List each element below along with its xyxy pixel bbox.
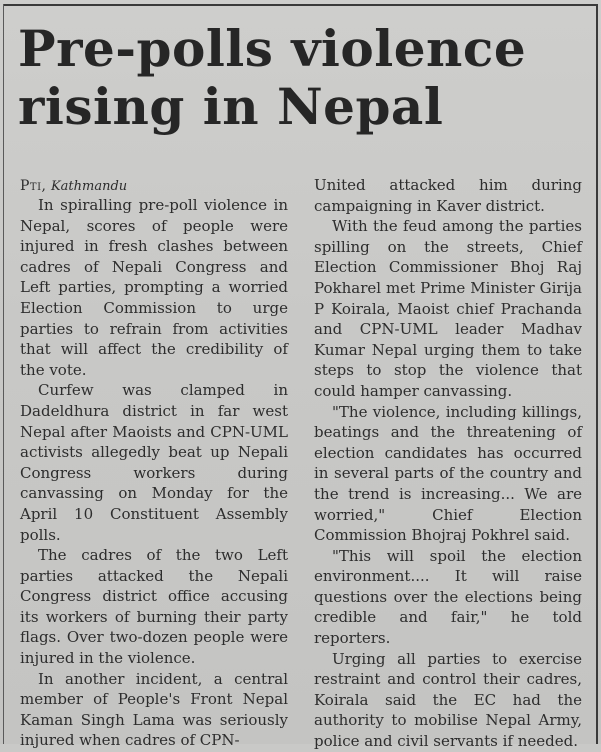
paragraph: The cadres of the two Left parties attacked the Nepali Congress district office accusing its workers of burning their party flags. Over two-dozen people were injured in the violence.: [20, 546, 288, 668]
byline-place: Kathmandu: [50, 179, 128, 194]
paragraph: "This will spoil the election environment.... It will raise questions over the elections being credible and fair," he told reporters.: [314, 546, 582, 648]
left-border-rule: [3, 4, 4, 744]
paragraph: In another incident, a central member of People's Front Nepal Kaman Singh Lama was seriously injured when cadres of CPN-: [20, 669, 288, 750]
right-border-rule: [596, 4, 598, 744]
paragraph: In spiralling pre-poll violence in Nepal, scores of people were injured in fresh clashes between cadres of Nepali Congress and Left parties, prompting a worried Election Commission to urge parties to refrain from activities that will affect the credibility of the vote.: [20, 196, 288, 379]
paragraph: "The violence, including killings, beatings and the threatening of election candidates has occurred in several parts of the country and the trend is increasing... We are worried," Chief Election Commission Bhojraj Pokhrel said.: [314, 402, 582, 545]
byline: [20, 178, 288, 195]
byline-agency: Pti,: [20, 178, 47, 194]
headline-line-2: rising in Nepal: [18, 77, 444, 136]
paragraph: With the feud among the parties spilling on the streets, Chief Election Commissioner Bhoj Raj Pokharel met Prime Minister Girija P Koirala, Maoist chief Prachanda and CPN-UML leader Madhav Kumar Nepal urging them to take steps to stop the violence that could hamper canvassing.: [314, 217, 582, 400]
right-column: [314, 175, 582, 752]
left-column: [20, 178, 288, 751]
headline-line-1: Pre-polls violence: [18, 19, 527, 78]
paragraph-continued: United attacked him during campaigning in Kaver district.: [314, 176, 582, 215]
article-headline: [18, 20, 588, 136]
paragraph: Curfew was clamped in Dadeldhura district in far west Nepal after Maoists and CPN-UML activists allegedly beat up Nepali Congress workers during canvassing on Monday for the April 10 Constituent Assembly polls.: [20, 381, 288, 544]
paragraph: Urging all parties to exercise restraint and control their cadres, Koirala said the EC had the authority to mobilise Nepal Army, police and civil servants if needed.: [314, 649, 582, 751]
top-border-rule: [4, 4, 597, 6]
